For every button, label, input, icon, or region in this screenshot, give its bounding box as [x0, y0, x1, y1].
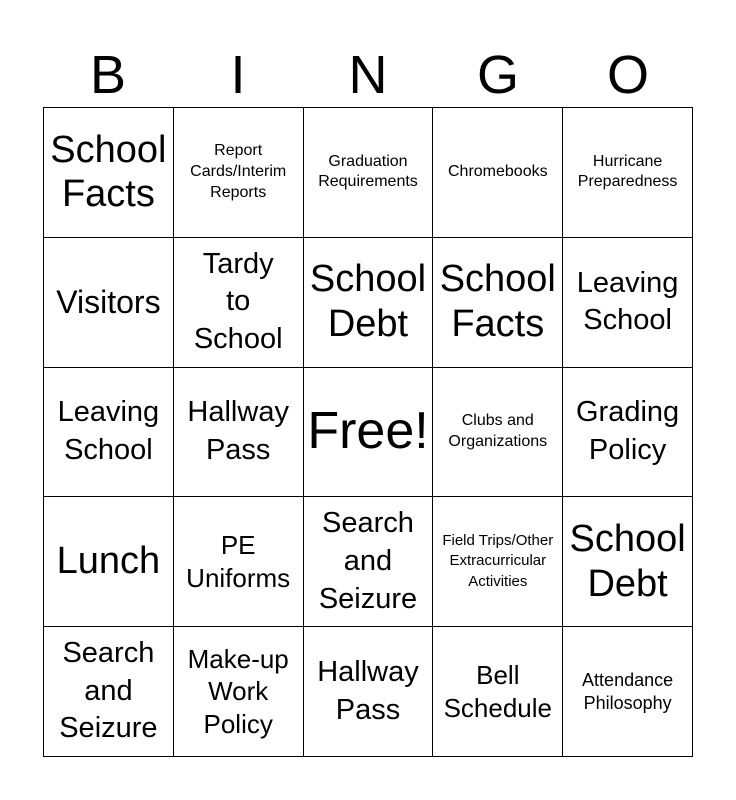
cell-label: School Facts [439, 258, 556, 346]
cell-label: Search and Seizure [318, 507, 418, 615]
bingo-cell-r5c5[interactable] [563, 627, 693, 757]
bingo-cell-r1c3[interactable] [304, 108, 434, 238]
cell-label: Hallway Pass [187, 396, 289, 466]
header-letter-i: I [230, 45, 246, 105]
cell-label: Hallway Pass [317, 655, 419, 726]
bingo-cell-r3c4[interactable] [433, 368, 563, 498]
cell-label: Field Trips/Other Extracurricular Activities [442, 531, 554, 591]
header-letter-o: O [606, 45, 649, 105]
bingo-cell-r5c3[interactable] [304, 627, 434, 757]
cell-label: Report Cards/Interim Reports [190, 142, 287, 201]
cell-label: Visitors [56, 284, 161, 320]
bingo-cell-r1c1[interactable] [44, 108, 174, 238]
free-space-cell[interactable] [304, 368, 434, 498]
cell-label: Search and Seizure [59, 637, 158, 745]
bingo-grid [43, 107, 693, 757]
bingo-cell-r2c1[interactable] [44, 238, 174, 368]
header-letter-b: B [89, 45, 127, 105]
cell-label: Chromebooks [447, 163, 548, 180]
bingo-cell-r2c2[interactable] [174, 238, 304, 368]
cell-label: Tardy to School [193, 247, 283, 356]
bingo-cell-r4c2[interactable] [174, 497, 304, 627]
bingo-cell-r3c2[interactable] [174, 368, 304, 498]
bingo-cell-r2c5[interactable] [563, 238, 693, 368]
cell-label: Bell Schedule [443, 660, 552, 723]
cell-label: Hurricane Preparedness [577, 152, 678, 191]
cell-label: School Facts [50, 128, 167, 216]
bingo-cell-r5c4[interactable] [433, 627, 563, 757]
free-space-label: Free! [307, 402, 429, 461]
cell-label: Graduation Requirements [318, 152, 418, 191]
bingo-cell-r1c5[interactable] [563, 108, 693, 238]
bingo-cell-r4c3[interactable] [304, 497, 434, 627]
bingo-cell-r1c4[interactable] [433, 108, 563, 238]
cell-label: PE Uniforms [186, 530, 291, 593]
bingo-cell-r5c2[interactable] [174, 627, 304, 757]
bingo-cell-r5c1[interactable] [44, 627, 174, 757]
bingo-cell-r4c1[interactable] [44, 497, 174, 627]
cell-label: Make-up Work Policy [187, 643, 289, 739]
cell-label: School Debt [309, 258, 427, 346]
cell-label: Leaving School [57, 396, 160, 466]
bingo-cell-r3c5[interactable] [563, 368, 693, 498]
cell-label: Clubs and Organizations [448, 412, 548, 450]
bingo-cell-r2c4[interactable] [433, 238, 563, 368]
cell-label: Attendance Philosophy [582, 670, 674, 713]
bingo-cell-r4c5[interactable] [563, 497, 693, 627]
cell-label: Lunch [56, 540, 161, 583]
cell-label: Grading Policy [576, 396, 680, 466]
bingo-header [43, 44, 693, 106]
header-letter-n: N [348, 45, 388, 105]
cell-label: Leaving School [576, 266, 679, 337]
cell-label: School Debt [569, 517, 686, 605]
bingo-cell-r4c4[interactable] [433, 497, 563, 627]
bingo-cell-r3c1[interactable] [44, 368, 174, 498]
bingo-cell-r1c2[interactable] [174, 108, 304, 238]
header-letter-g: G [476, 45, 519, 105]
bingo-cell-r2c3[interactable] [304, 238, 434, 368]
